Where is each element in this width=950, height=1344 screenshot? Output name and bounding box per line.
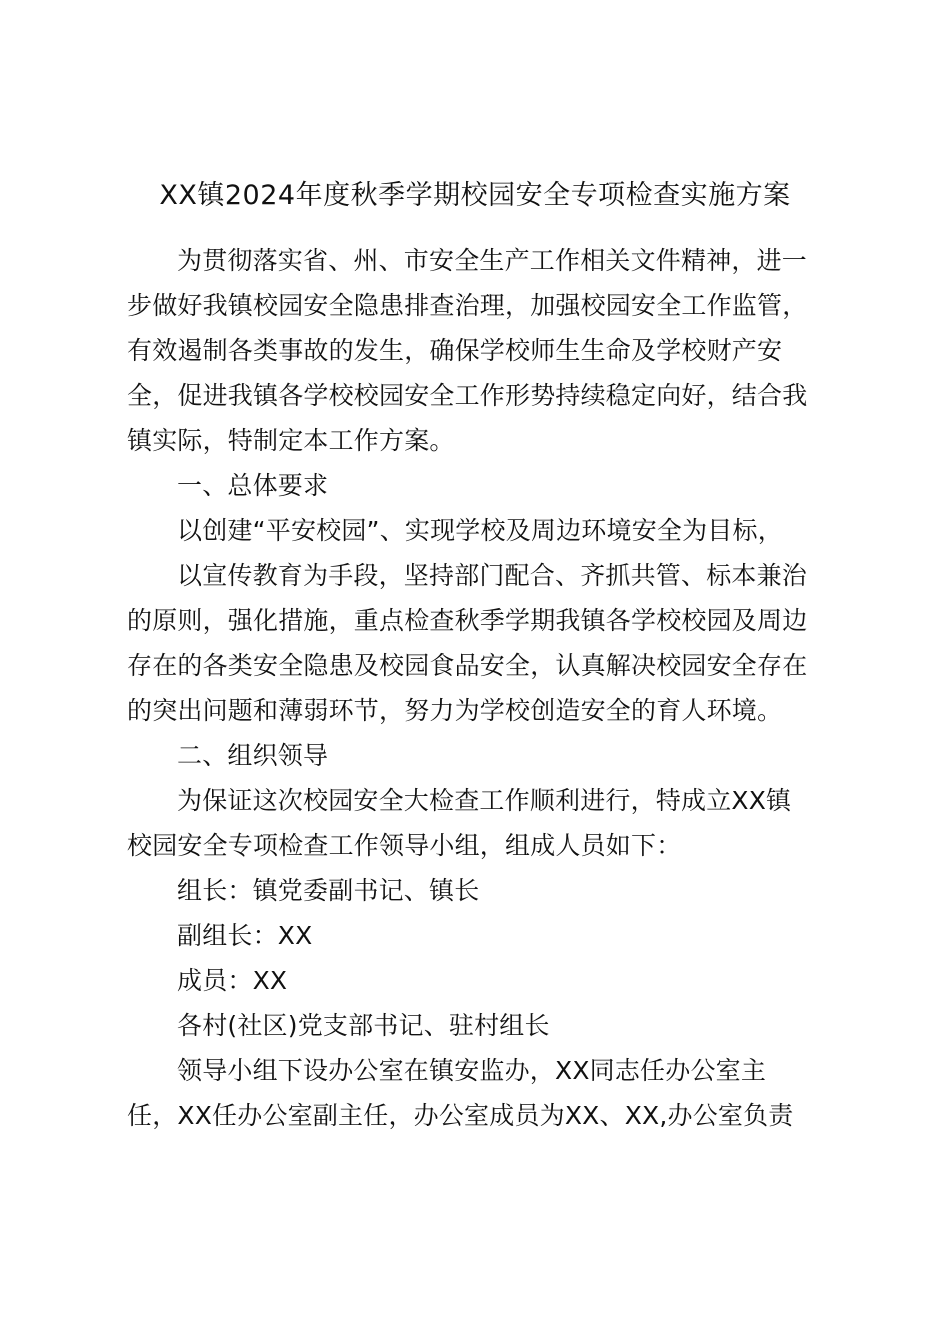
paragraph-line: 校园安全专项检查工作领导小组，组成人员如下： <box>127 831 682 860</box>
paragraph-line: 步做好我镇校园安全隐患排查治理，加强校园安全工作监管， <box>127 291 808 320</box>
section-heading: 二、组织领导 <box>177 741 329 770</box>
member-line: 组长：镇党委副书记、镇长 <box>177 876 480 905</box>
member-line: 各村(社区)党支部书记、驻村组长 <box>177 1011 550 1040</box>
paragraph-line: 为贯彻落实省、州、市安全生产工作相关文件精神，进一 <box>177 246 808 275</box>
document-title: XX镇2024年度秋季学期校园安全专项检查实施方案 <box>159 180 791 211</box>
section-heading: 一、总体要求 <box>177 471 329 500</box>
paragraph-line: 存在的各类安全隐患及校园食品安全，认真解决校园安全存在 <box>127 651 808 680</box>
paragraph-line: 任，XX任办公室副主任，办公室成员为XX、XX,办公室负责 <box>127 1101 794 1130</box>
member-line: 副组长：XX <box>177 921 313 950</box>
paragraph-line: 领导小组下设办公室在镇安监办，XX同志任办公室主 <box>177 1056 767 1085</box>
paragraph-line: 镇实际，特制定本工作方案。 <box>127 426 455 455</box>
paragraph-line: 的原则，强化措施，重点检查秋季学期我镇各学校校园及周边 <box>127 606 808 635</box>
paragraph-line: 以创建“平安校园”、实现学校及周边环境安全为目标， <box>177 516 783 545</box>
paragraph-line: 有效遏制各类事故的发生，确保学校师生生命及学校财产安 <box>127 336 783 365</box>
paragraph-line: 全，促进我镇各学校校园安全工作形势持续稳定向好，结合我 <box>127 381 808 410</box>
paragraph-line: 为保证这次校园安全大检查工作顺利进行，特成立XX镇 <box>177 786 792 815</box>
paragraph-line: 以宣传教育为手段，坚持部门配合、齐抓共管、标本兼治 <box>177 561 808 590</box>
paragraph-line: 的突出问题和薄弱环节，努力为学校创造安全的育人环境。 <box>127 696 783 725</box>
member-line: 成员：XX <box>177 966 288 995</box>
